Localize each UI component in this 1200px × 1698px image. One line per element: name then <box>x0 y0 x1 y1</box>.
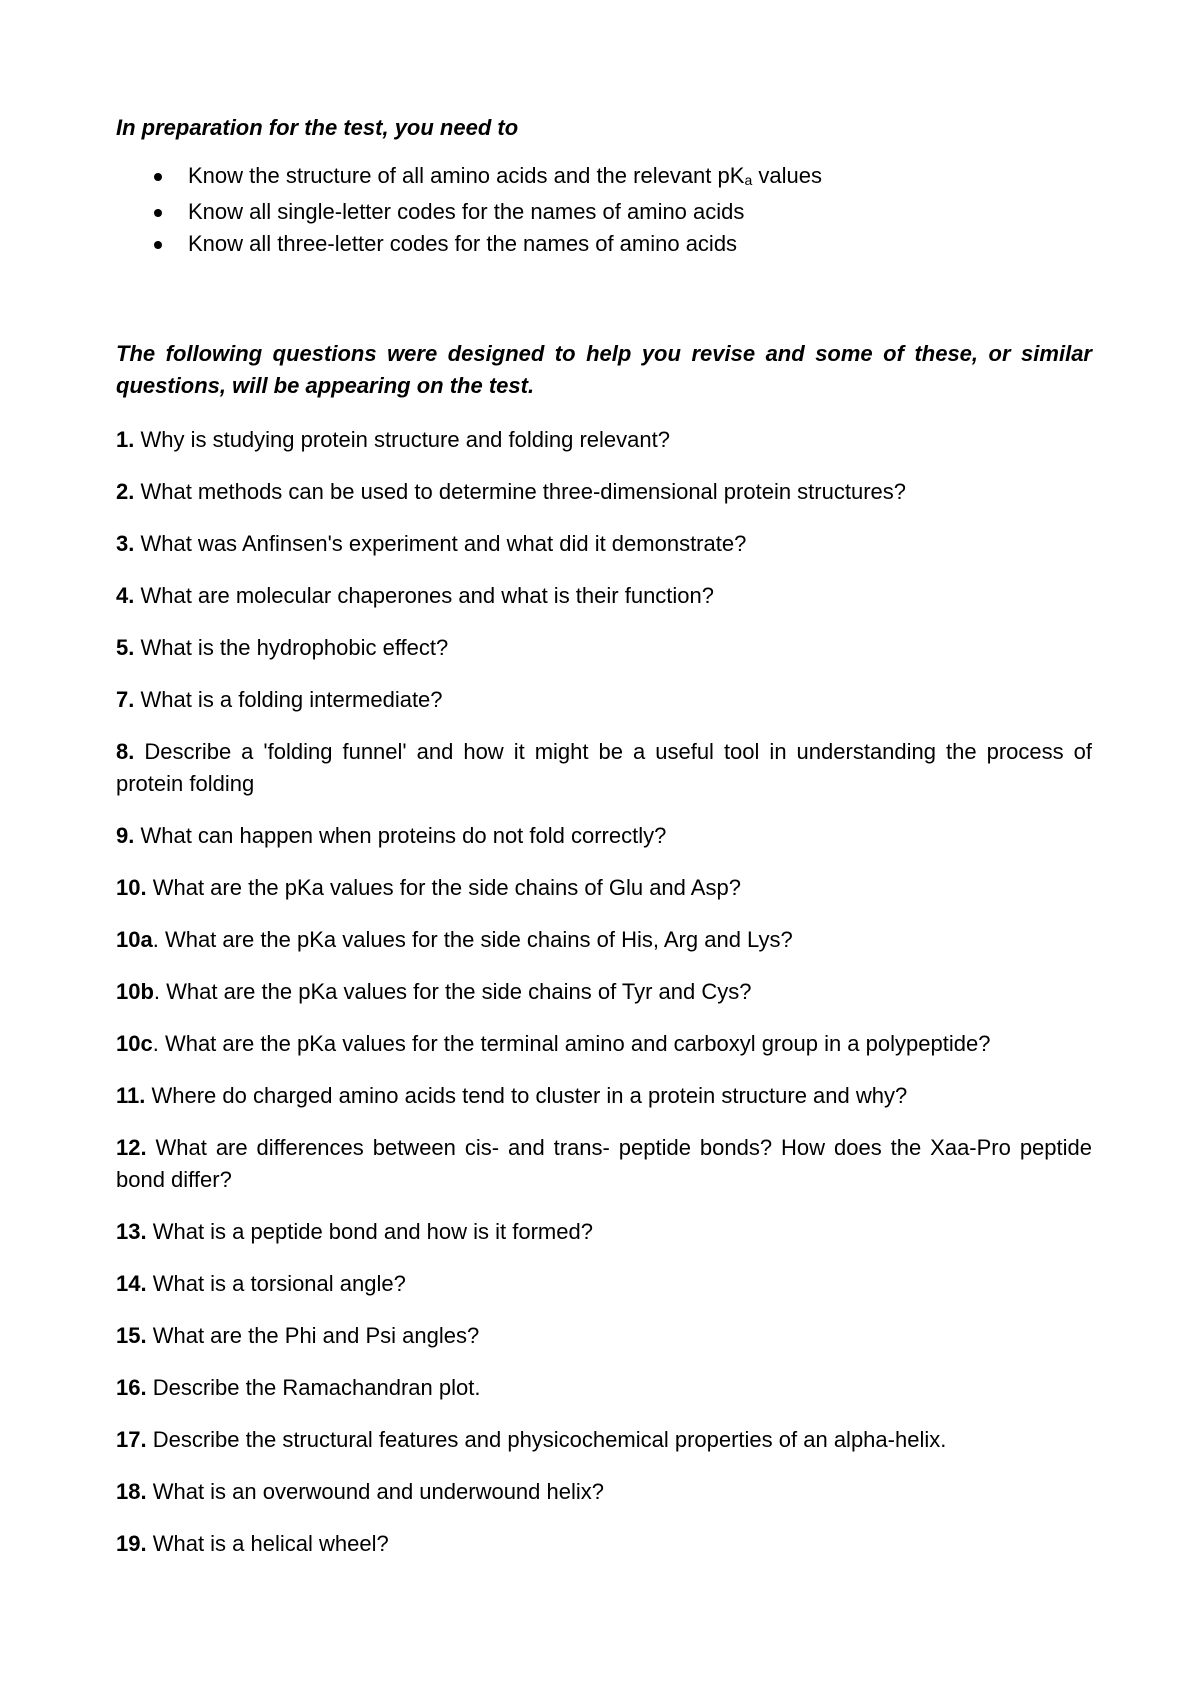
question-item <box>116 528 1092 560</box>
question-item <box>116 1372 1092 1404</box>
question-number: 10. <box>116 875 147 900</box>
question-number: 7. <box>116 687 135 712</box>
question-number: 17. <box>116 1427 147 1452</box>
question-text: What is a helical wheel? <box>146 1531 389 1556</box>
question-item <box>116 1080 1092 1112</box>
question-number: 13. <box>116 1219 147 1244</box>
question-item <box>116 580 1092 612</box>
question-number: 2. <box>116 479 135 504</box>
question-text: What is a folding intermediate? <box>134 687 443 712</box>
question-number: 3. <box>116 531 135 556</box>
question-text: What are the Phi and Psi angles? <box>146 1323 480 1348</box>
bullet-icon <box>154 173 162 181</box>
document-page <box>116 112 1092 1580</box>
list-item <box>116 228 1092 260</box>
question-item <box>116 1528 1092 1560</box>
question-text: What is a peptide bond and how is it formed? <box>146 1219 593 1244</box>
question-item <box>116 736 1092 800</box>
question-item <box>116 820 1092 852</box>
question-number: 8. <box>116 739 135 764</box>
question-text: Why is studying protein structure and folding relevant? <box>134 427 670 452</box>
questions-heading: The following questions were designed to help you revise and some of these, or similar questions, will be appearing on the test. <box>116 341 1092 398</box>
question-number: 5. <box>116 635 135 660</box>
question-text: . What are the pKa values for the terminal amino and carboxyl group in a polypeptide? <box>152 1031 991 1056</box>
question-number: 14. <box>116 1271 147 1296</box>
bullet-icon <box>154 209 162 217</box>
requirements-list <box>116 160 1092 260</box>
list-item-text: Know all three-letter codes for the names of amino acids <box>188 231 738 256</box>
question-text: . What are the pKa values for the side chains of Tyr and Cys? <box>153 979 752 1004</box>
question-text: Describe a 'folding funnel' and how it might be a useful tool in understanding the process of protein folding <box>116 739 1092 796</box>
bullet-icon <box>154 241 162 249</box>
question-text: What is an overwound and underwound helix? <box>146 1479 604 1504</box>
question-item <box>116 424 1092 456</box>
question-item <box>116 1132 1092 1196</box>
question-text: What are differences between cis- and trans- peptide bonds? How does the Xaa-Pro peptide bond differ? <box>116 1135 1092 1192</box>
list-item <box>116 196 1092 228</box>
question-item <box>116 872 1092 904</box>
question-number: 19. <box>116 1531 147 1556</box>
question-text: Describe the Ramachandran plot. <box>146 1375 481 1400</box>
question-item <box>116 1424 1092 1456</box>
question-number: 9. <box>116 823 135 848</box>
question-text: What is the hydrophobic effect? <box>134 635 449 660</box>
question-item <box>116 1476 1092 1508</box>
question-number: 10b <box>116 979 154 1004</box>
question-text: What was Anfinsen's experiment and what did it demonstrate? <box>134 531 747 556</box>
question-text: Where do charged amino acids tend to cluster in a protein structure and why? <box>145 1083 908 1108</box>
question-number: 4. <box>116 583 135 608</box>
list-item-subscript: a <box>744 172 753 188</box>
question-item <box>116 976 1092 1008</box>
question-item <box>116 684 1092 716</box>
question-number: 15. <box>116 1323 147 1348</box>
question-item <box>116 1216 1092 1248</box>
question-number: 16. <box>116 1375 147 1400</box>
question-number: 11. <box>116 1083 146 1108</box>
question-item <box>116 1268 1092 1300</box>
question-item <box>116 924 1092 956</box>
question-text: What are molecular chaperones and what is their function? <box>134 583 715 608</box>
question-item <box>116 476 1092 508</box>
list-item-text: Know all single-letter codes for the names of amino acids <box>188 199 745 224</box>
question-number: 12. <box>116 1135 147 1160</box>
question-number: 10c <box>116 1031 153 1056</box>
question-text: What are the pKa values for the side chains of Glu and Asp? <box>146 875 741 900</box>
list-item <box>116 160 1092 196</box>
question-text: . What are the pKa values for the side chains of His, Arg and Lys? <box>152 927 793 952</box>
question-number: 10a <box>116 927 153 952</box>
question-item <box>116 1028 1092 1060</box>
question-item <box>116 632 1092 664</box>
question-text: What can happen when proteins do not fold correctly? <box>134 823 667 848</box>
list-item-text-end: values <box>752 163 822 188</box>
question-item <box>116 1320 1092 1352</box>
questions-list <box>116 424 1092 1560</box>
question-text: Describe the structural features and physicochemical properties of an alpha-helix. <box>146 1427 947 1452</box>
question-number: 1. <box>116 427 135 452</box>
intro-heading: In preparation for the test, you need to <box>116 115 519 140</box>
question-number: 18. <box>116 1479 147 1504</box>
question-text: What methods can be used to determine three-dimensional protein structures? <box>134 479 906 504</box>
question-text: What is a torsional angle? <box>146 1271 406 1296</box>
list-item-text-start: Know the structure of all amino acids and the relevant pK <box>188 163 745 188</box>
